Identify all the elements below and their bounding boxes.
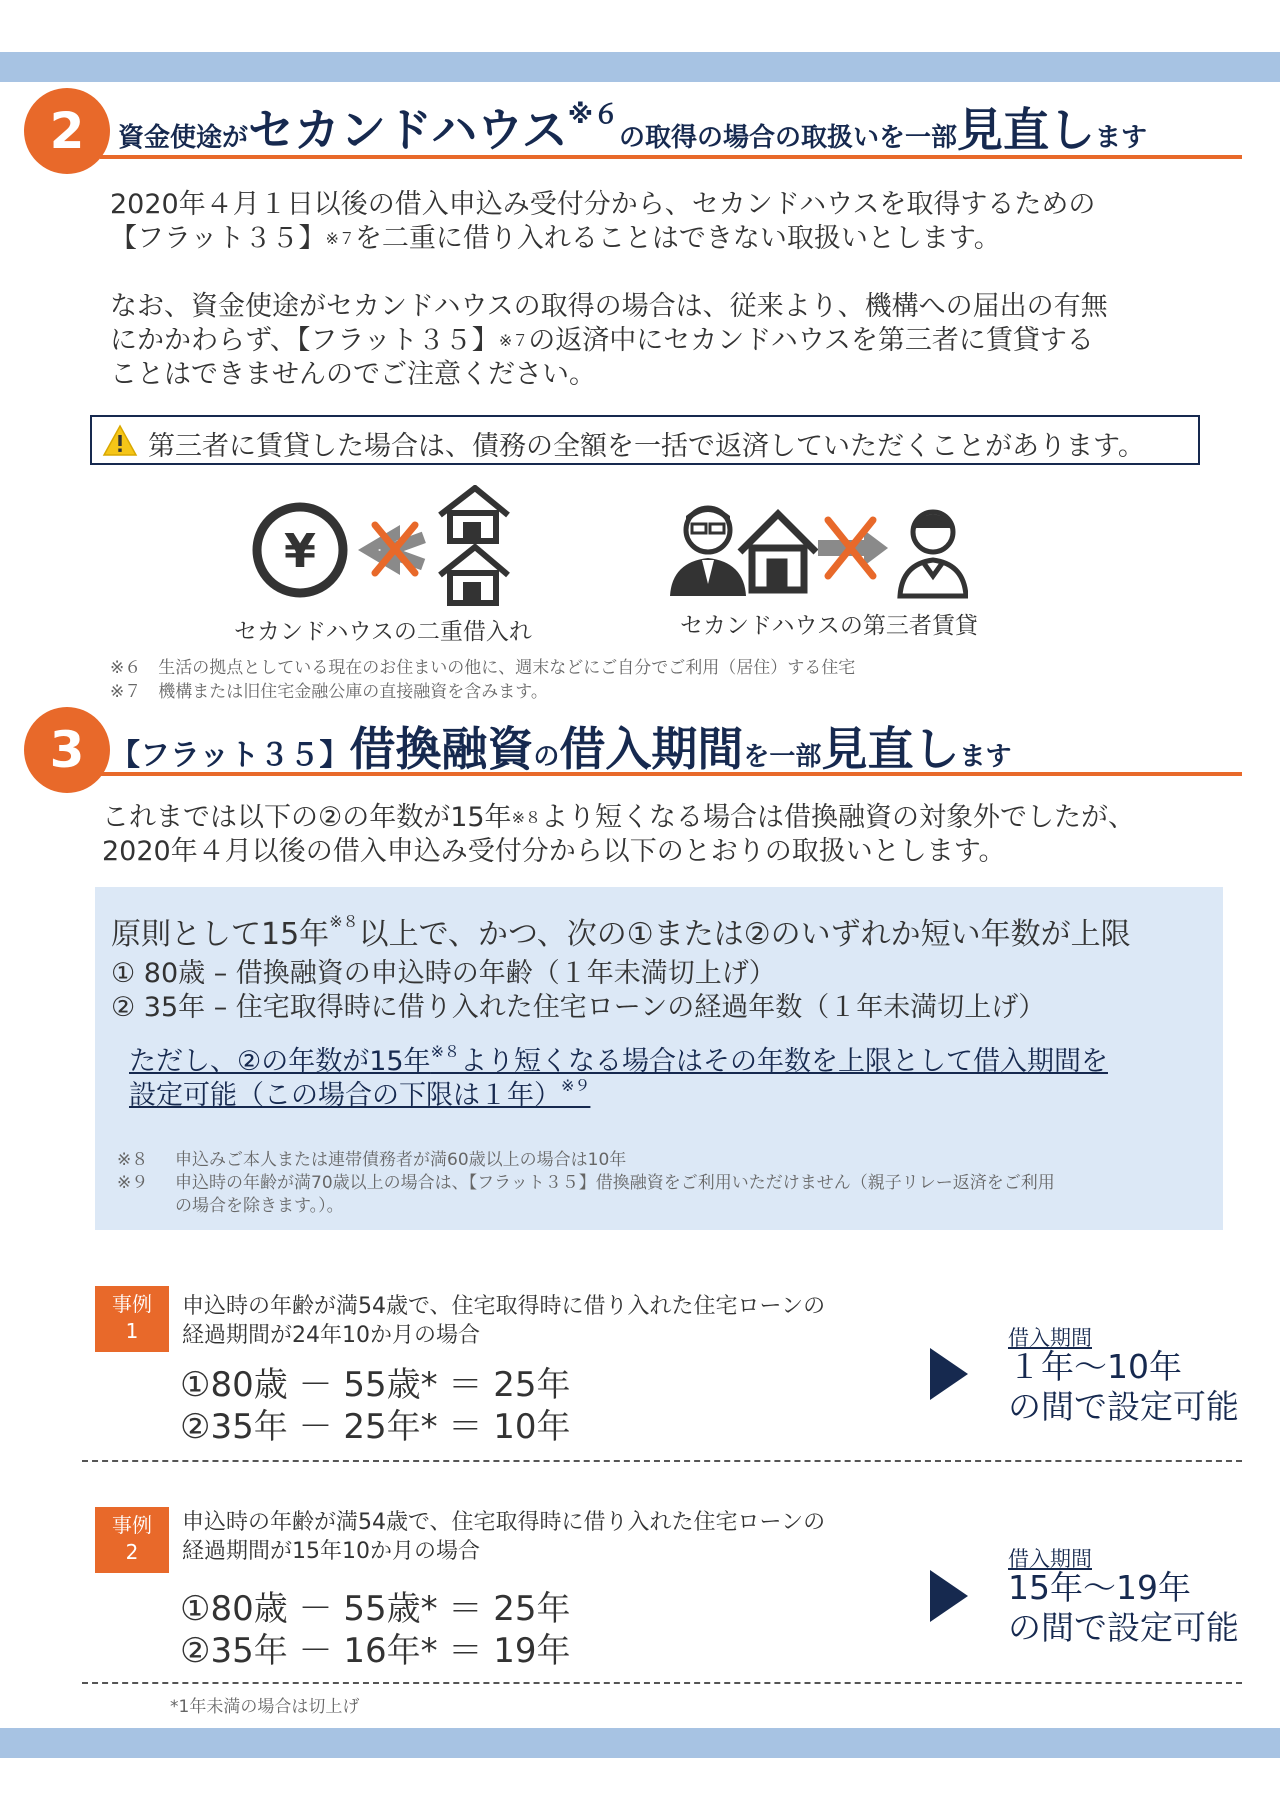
house-icon	[440, 547, 508, 603]
warning-box	[90, 415, 1200, 465]
bottom-note: *1年未満の場合は切上げ	[170, 1697, 360, 1717]
footnote-8: ※８ 申込みご本人または連帯債務者が満60歳以上の場合は10年	[117, 1150, 627, 1170]
section-3-intro	[102, 801, 1135, 869]
heading-text: 借入期間	[559, 722, 744, 776]
section-3-number: 3	[24, 707, 110, 793]
paragraph-line: なお、資金使途がセカンドハウスの取得の場合は、従来より、機構への届出の有無	[110, 291, 1108, 322]
case-2-period-label: 借入期間	[1008, 1547, 1092, 1571]
rule-headline: 原則として15年$^{※8}$以上で、かつ、次の①または②のいずれか短い年数が上限	[111, 912, 1131, 952]
case-1-arrow-icon	[930, 1348, 968, 1400]
caption-double-borrowing: セカンドハウスの二重借入れ	[234, 619, 532, 645]
heading-text: の取得の場合の取扱いを一部	[619, 123, 958, 153]
case-1-period: １年～10年 の間で設定可能	[1008, 1347, 1239, 1426]
paragraph-line: 2020年４月以後の借入申込み受付分から以下のとおりの取扱いとします。	[102, 836, 1006, 867]
house-icon	[740, 514, 816, 590]
paragraph-line: ことはできませんのでご注意ください。	[110, 359, 596, 390]
paragraph-line: これまでは以下の②の年数が15年$^{※8}$より短くなる場合は借換融資の対象外でしたが、	[102, 802, 1135, 833]
heading-text: の	[533, 742, 560, 772]
heading-text: 見直し	[957, 103, 1096, 157]
heading-footnote-mark: ※６	[567, 100, 619, 130]
heading-text: 借換融資	[349, 722, 534, 776]
rule-exception-line: ただし、②の年数が15年$^{※8}$より短くなる場合はその年数を上限として借入期間を	[129, 1042, 1108, 1077]
divider	[82, 1460, 1242, 1462]
tenant-person-icon	[900, 512, 966, 596]
yen-symbol: ¥	[283, 524, 317, 578]
heading-text: セカンドハウス	[248, 103, 568, 157]
case-2-tag: 事例 2	[95, 1507, 169, 1573]
case-1-period-label: 借入期間	[1008, 1326, 1092, 1350]
heading-text: 【フラット３５】	[110, 738, 350, 773]
case-2-arrow-icon	[930, 1570, 968, 1622]
rule-item-1: ① 80歳 – 借換融資の申込時の年齢（１年未満切上げ）	[111, 958, 776, 989]
heading-text: ます	[959, 742, 1012, 772]
caption-third-party-rental: セカンドハウスの第三者賃貸	[680, 613, 978, 639]
house-icon	[440, 488, 508, 541]
footnote-6: ※６ 生活の拠点としている現在のお住まいの他に、週末などにご自分でご利用（居住）する住宅	[110, 658, 856, 678]
rule-exception-line: 設定可能（この場合の下限は１年）$^{※9}$	[129, 1076, 591, 1111]
footnote-9: ※９ 申込時の年齢が満70歳以上の場合は、【フラット３５】借換融資をご利用いただけません（親子リレー返済をご利用	[117, 1173, 1055, 1193]
heading-text: 資金使途が	[118, 123, 249, 153]
divider	[82, 1682, 1242, 1684]
heading-text: を一部	[743, 742, 822, 772]
section-2-number: 2	[24, 88, 110, 174]
footnote-7: ※７ 機構または旧住宅金融公庫の直接融資を含みます。	[110, 682, 548, 702]
paragraph-line: にかかわらず、【フラット３５】$^{※7}$の返済中にセカンドハウスを第三者に賃貸する	[110, 325, 1094, 356]
case-2-calculation: ①80歳 － 55歳* ＝ 25年 ②35年 － 16年* ＝ 19年	[180, 1589, 571, 1671]
bottom-band	[0, 1728, 1280, 1758]
case-1-calculation: ①80歳 － 55歳* ＝ 25年 ②35年 － 25年* ＝ 10年	[180, 1365, 571, 1447]
section-3-heading	[110, 713, 1011, 779]
owner-person-icon	[670, 507, 746, 596]
warning-icon	[102, 423, 138, 459]
third-party-rental-illustration	[668, 500, 968, 600]
case-2-description: 申込時の年齢が満54歳で、住宅取得時に借り入れた住宅ローンの 経過期間が15年10か月の場合	[182, 1510, 826, 1564]
paragraph-line: 【フラット３５】$^{※7}$を二重に借り入れることはできない取扱いとします。	[110, 223, 1001, 254]
section-2-heading	[118, 94, 1147, 160]
section-2-paragraph-1	[110, 188, 1095, 256]
case-2-period: 15年～19年 の間で設定可能	[1008, 1568, 1239, 1647]
case-1-tag: 事例 1	[95, 1286, 169, 1352]
rule-item-2: ② 35年 – 住宅取得時に借り入れた住宅ローンの経過年数（１年未満切上げ）	[111, 992, 1046, 1023]
case-1-description: 申込時の年齢が満54歳で、住宅取得時に借り入れた住宅ローンの 経過期間が24年10か月の場合	[182, 1294, 826, 1348]
warning-text: 第三者に賃貸した場合は、債務の全額を一括で返済していただくことがあります。	[148, 431, 1145, 462]
heading-text: 見直し	[821, 722, 960, 776]
footnote-9-continued: の場合を除きます。）。	[175, 1196, 344, 1216]
top-band	[0, 52, 1280, 82]
rule-box	[95, 887, 1223, 1230]
paragraph-line: 2020年４月１日以後の借入申込み受付分から、セカンドハウスを取得するための	[110, 189, 1096, 220]
heading-text: ます	[1095, 123, 1148, 153]
section-2-paragraph-2	[110, 290, 1108, 392]
double-borrowing-illustration	[250, 485, 510, 610]
